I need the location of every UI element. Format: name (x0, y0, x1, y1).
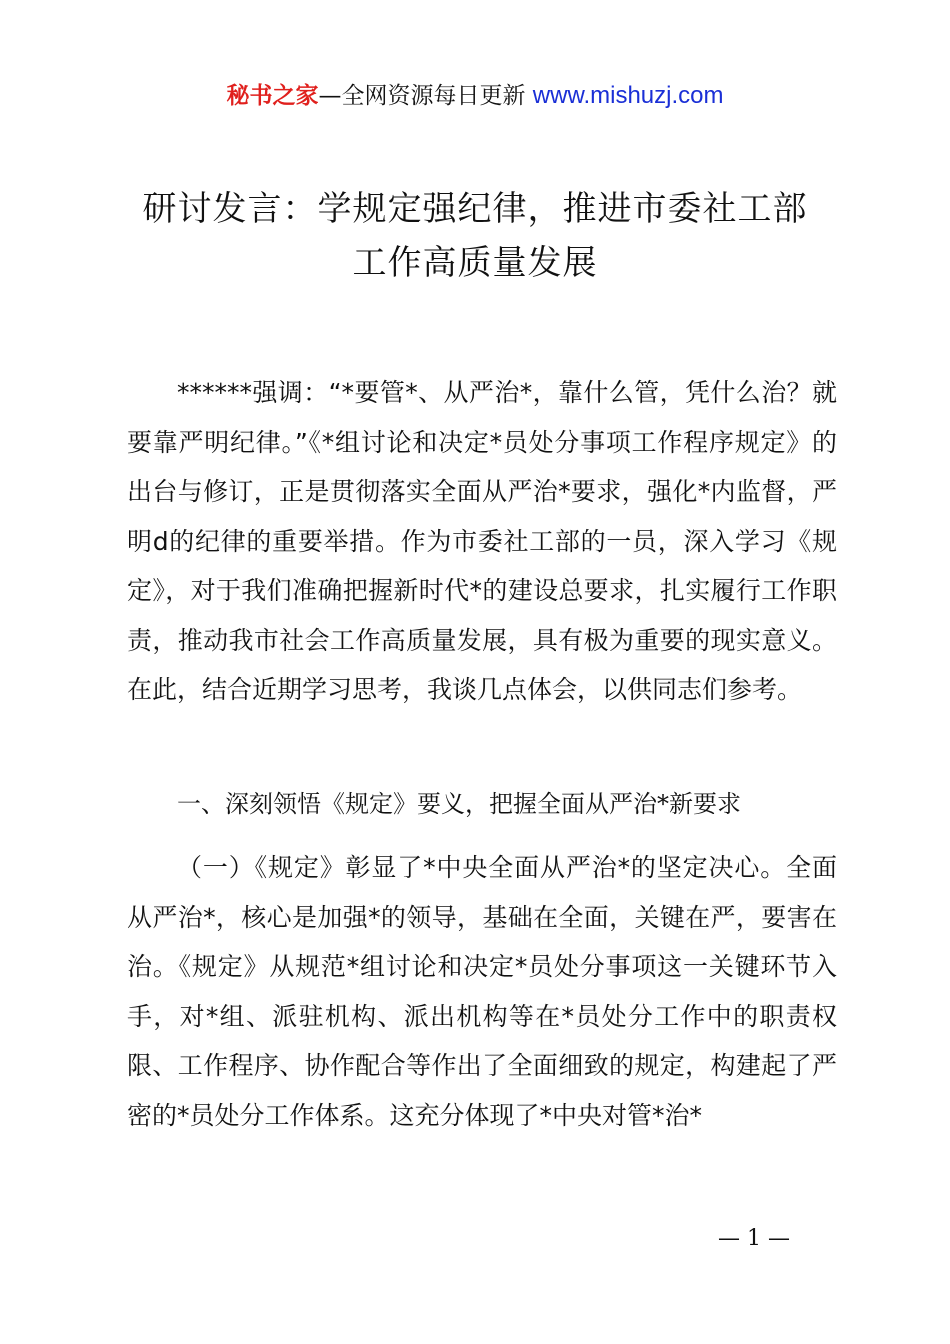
site-brand-name: 秘书之家 (226, 83, 319, 109)
site-tagline: —全网资源每日更新 (318, 83, 526, 109)
document-title (0, 182, 950, 290)
document-title-line-1: 研讨发言：学规定强纪律，推进市委社工部 (142, 189, 808, 229)
section-heading-1: 一、深刻领悟《规定》要义，把握全面从严治*新要求 (177, 790, 741, 818)
site-header-banner (0, 80, 950, 112)
document-title-line-2: 工作高质量发展 (352, 243, 598, 283)
body-paragraph-section-1-1: （一）《规定》彰显了*中央全面从严治*的坚定决心。全面从严治*，核心是加强*的领导，基础在全面，关键在严，要害在治。《规定》从规范*组讨论和决定*员处分事项这一关键环节入手，对*组、派驻机构、派出机构等在*员处分工作中的职责权限、工作程序、协作配合等作出了全面细致的规定，构建起了严密的*员处分工作体系。这充分体现了*中央对管*治* (127, 853, 837, 1130)
body-paragraph-intro: ******强调：“*要管*、从严治*，靠什么管，凭什么治？就要靠严明纪律。”《*组讨论和决定*员处分事项工作程序规定》的出台与修订，正是贯彻落实全面从严治*要求，强化*内监督，严明d的纪律的重要举措。作为市委社工部的一员，深入学习《规定》，对于我们准确把握新时代*的建设总要求，扎实履行工作职责，推动我市社会工作高质量发展，具有极为重要的现实意义。在此，结合近期学习思考，我谈几点体会，以供同志们参考。 (127, 378, 837, 704)
site-url-link[interactable]: www.mishuzj.com (532, 82, 724, 109)
page-number: — 1 — (718, 1226, 790, 1251)
